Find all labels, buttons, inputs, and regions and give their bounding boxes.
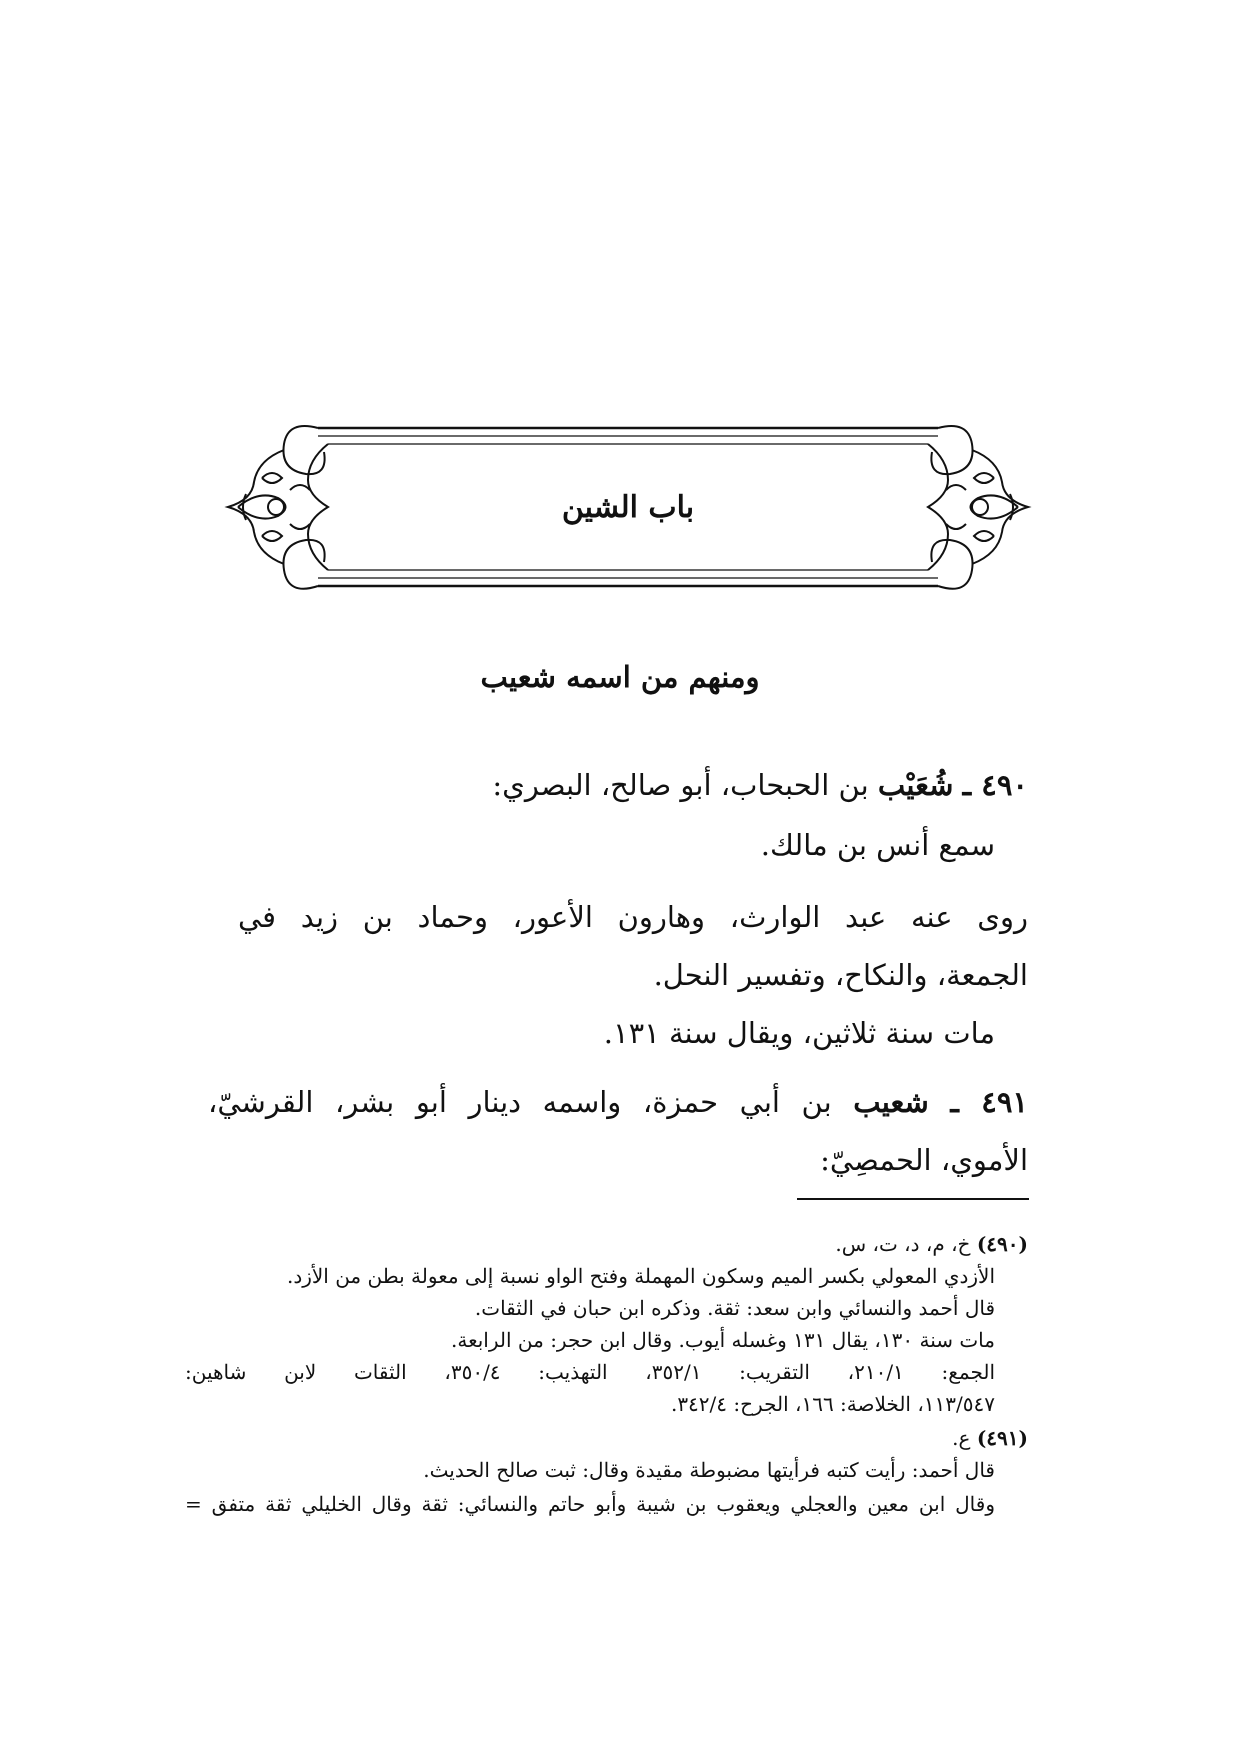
footnote-text: ع. — [952, 1426, 971, 1450]
entry-header-text: بن الحبحاب، أبو صالح، البصري: — [492, 768, 869, 802]
entry-line: مات سنة ثلاثين، ويقال سنة ١٣١. — [603, 1016, 995, 1050]
footnote-491-header — [188, 1426, 1028, 1450]
entry-490-header — [208, 768, 1028, 802]
entry-name: شعيب — [853, 1085, 929, 1119]
entry-number: ٤٩١ ـ — [950, 1085, 1029, 1119]
entry-number: ٤٩٠ ـ — [962, 768, 1028, 802]
footnote-line: قال أحمد: رأيت كتبه فرأيتها مضبوطة مقيدة وقال: ثبت صالح الحديث. — [423, 1458, 995, 1482]
footnote-line: وقال ابن معين والعجلي ويعقوب بن شيبة وأبو حاتم والنسائي: ثقة وقال الخليلي ثقة متفق = — [185, 1492, 995, 1516]
footnote-line: قال أحمد والنسائي وابن سعد: ثقة. وذكره ابن حبان في الثقات. — [474, 1296, 995, 1320]
footnote-separator — [797, 1198, 1029, 1200]
footnote-line: الجمع: ٢١٠/١، التقريب: ٣٥٢/١، التهذيب: ٣٥٠/٤، الثقات لابن شاهين: — [185, 1360, 996, 1384]
entry-line: روى عنه عبد الوارث، وهارون الأعور، وحماد بن زيد في — [238, 900, 1028, 934]
entry-line: الجمعة، والنكاح، وتفسير النحل. — [653, 958, 1028, 992]
chapter-banner — [218, 420, 1038, 600]
chapter-title: باب الشين — [561, 490, 695, 525]
section-heading: ومنهم من اسمه شعيب — [480, 660, 760, 694]
footnote-text: خ، م، د، ت، س. — [835, 1232, 971, 1256]
entry-name: شُعَيْب — [877, 768, 954, 802]
footnote-number: (٤٩٠) — [976, 1232, 1028, 1256]
entry-491-header — [208, 1085, 1028, 1119]
entry-line: الأموي، الحمصِيّ: — [820, 1143, 1028, 1177]
footnote-number: (٤٩١) — [976, 1426, 1028, 1450]
entry-header-text: بن أبي حمزة، واسمه دينار أبو بشر، القرشيّ، — [208, 1085, 832, 1119]
entry-line: سمع أنس بن مالك. — [760, 828, 995, 862]
footnote-line: ١١٣/٥٤٧، الخلاصة: ١٦٦، الجرح: ٣٤٢/٤. — [670, 1392, 995, 1416]
footnote-line: الأزدي المعولي بكسر الميم وسكون المهملة وفتح الواو نسبة إلى معولة بطن من الأزد. — [286, 1264, 995, 1288]
footnote-line: مات سنة ١٣٠، يقال ١٣١ وغسله أيوب. وقال ابن حجر: من الرابعة. — [451, 1328, 995, 1352]
footnote-490-header — [188, 1232, 1028, 1256]
